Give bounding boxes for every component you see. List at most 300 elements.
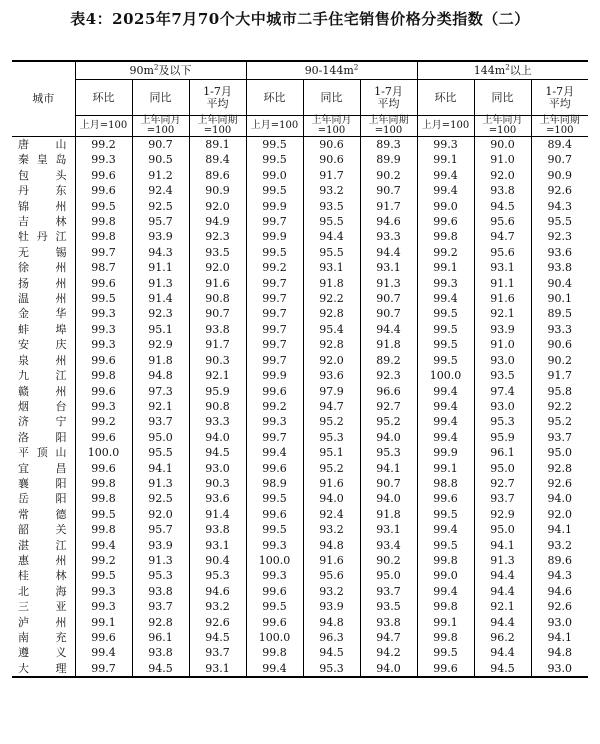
index-value: 99.6 [417, 491, 474, 506]
index-value: 93.5 [474, 368, 531, 383]
index-value: 93.6 [531, 245, 588, 260]
index-value: 99.3 [75, 584, 132, 599]
index-value: 99.5 [246, 491, 303, 506]
index-value: 95.5 [531, 214, 588, 229]
index-value: 99.1 [417, 461, 474, 476]
index-value: 99.5 [417, 645, 474, 660]
city-name: 遵义 [18, 646, 67, 660]
index-value: 94.1 [531, 522, 588, 537]
index-value: 93.1 [360, 260, 417, 275]
sub-header: 1-7月平均 [360, 80, 417, 116]
city-name: 徐州 [18, 261, 67, 275]
index-value: 90.4 [189, 553, 246, 568]
index-value: 94.1 [474, 538, 531, 553]
index-value: 94.4 [474, 584, 531, 599]
index-value: 99.7 [246, 276, 303, 291]
city-name: 岳阳 [18, 492, 67, 506]
group-header: $90m^2$及以下 [75, 61, 246, 80]
index-value: 92.2 [531, 399, 588, 414]
index-value: 99.4 [417, 168, 474, 183]
index-value: 99.5 [417, 322, 474, 337]
index-value: 93.2 [303, 584, 360, 599]
index-value: 90.2 [531, 353, 588, 368]
table-row [12, 615, 588, 630]
index-value: 90.6 [531, 337, 588, 352]
index-value: 91.6 [474, 291, 531, 306]
index-value: 93.8 [189, 322, 246, 337]
index-value: 90.3 [189, 353, 246, 368]
index-value: 95.0 [132, 430, 189, 445]
index-value: 95.6 [474, 214, 531, 229]
index-value: 94.9 [189, 214, 246, 229]
index-value: 99.1 [417, 615, 474, 630]
index-value: 96.1 [474, 445, 531, 460]
index-value: 99.1 [417, 152, 474, 167]
city-name: 泸州 [18, 615, 67, 629]
index-value: 94.1 [531, 630, 588, 645]
index-value: 91.1 [474, 276, 531, 291]
index-value: 94.0 [303, 491, 360, 506]
index-value: 99.8 [417, 229, 474, 244]
index-value: 99.8 [75, 476, 132, 491]
index-value: 93.8 [360, 615, 417, 630]
index-value: 92.5 [132, 491, 189, 506]
index-value: 99.4 [417, 430, 474, 445]
index-value: 89.3 [360, 137, 417, 153]
index-value: 99.2 [246, 260, 303, 275]
city-name: 丹东 [18, 184, 67, 198]
index-value: 90.4 [531, 276, 588, 291]
index-value: 94.8 [531, 645, 588, 660]
index-value: 99.3 [417, 276, 474, 291]
index-value: 99.3 [246, 568, 303, 583]
base-header: 上月=100 [417, 116, 474, 137]
index-value: 95.2 [360, 414, 417, 429]
city-name: 泉州 [18, 353, 67, 367]
index-value: 99.4 [417, 183, 474, 198]
index-value: 94.1 [132, 461, 189, 476]
index-value: 99.6 [246, 615, 303, 630]
index-value: 99.3 [246, 414, 303, 429]
table-row [12, 229, 588, 244]
index-value: 94.0 [360, 491, 417, 506]
index-value: 90.7 [360, 291, 417, 306]
index-value: 99.4 [417, 399, 474, 414]
city-name: 九江 [18, 369, 67, 383]
city-name: 桂林 [18, 569, 67, 583]
superscript: 2 [505, 62, 510, 71]
index-value: 89.4 [531, 137, 588, 153]
index-value: 90.9 [189, 183, 246, 198]
index-value: 96.3 [303, 630, 360, 645]
index-value: 99.6 [246, 584, 303, 599]
index-value: 94.6 [531, 584, 588, 599]
index-value: 99.7 [246, 337, 303, 352]
index-value: 99.6 [75, 276, 132, 291]
index-value: 93.1 [189, 661, 246, 677]
index-value: 92.9 [474, 507, 531, 522]
index-value: 99.5 [417, 538, 474, 553]
index-value: 94.4 [360, 245, 417, 260]
city-name: 无锡 [18, 245, 67, 259]
index-value: 99.4 [417, 584, 474, 599]
index-value: 92.4 [132, 183, 189, 198]
index-value: 91.3 [474, 553, 531, 568]
index-value: 99.8 [417, 630, 474, 645]
sub-header: 环比 [246, 80, 303, 116]
index-value: 94.7 [474, 229, 531, 244]
index-value: 100.0 [75, 445, 132, 460]
index-value: 95.2 [303, 461, 360, 476]
index-value: 96.6 [360, 384, 417, 399]
index-value: 99.6 [246, 384, 303, 399]
city-name: 平顶山 [18, 446, 67, 460]
index-value: 99.4 [75, 645, 132, 660]
index-value: 94.3 [531, 568, 588, 583]
table-row [12, 368, 588, 383]
index-value: 99.9 [246, 199, 303, 214]
index-value: 99.2 [75, 137, 132, 153]
index-value: 99.7 [246, 214, 303, 229]
index-value: 99.5 [75, 568, 132, 583]
index-value: 92.8 [303, 337, 360, 352]
page-title: 表4：2025年7月70个大中城市二手住宅销售价格分类指数（二） [70, 10, 530, 28]
city-name: 北海 [18, 584, 67, 598]
index-value: 93.9 [474, 322, 531, 337]
index-value: 89.5 [531, 306, 588, 321]
index-value: 99.8 [75, 229, 132, 244]
index-value: 92.1 [474, 306, 531, 321]
index-value: 93.2 [189, 599, 246, 614]
table-row [12, 291, 588, 306]
index-value: 92.6 [189, 615, 246, 630]
index-value: 90.8 [189, 399, 246, 414]
index-value: 91.8 [303, 276, 360, 291]
index-value: 91.6 [303, 476, 360, 491]
index-value: 99.5 [246, 183, 303, 198]
index-value: 99.6 [75, 353, 132, 368]
index-value: 93.1 [189, 538, 246, 553]
index-value: 96.2 [474, 630, 531, 645]
table-header [12, 61, 588, 137]
index-value: 93.5 [303, 199, 360, 214]
index-value: 99.1 [417, 260, 474, 275]
index-value: 95.3 [360, 445, 417, 460]
index-value: 91.4 [132, 291, 189, 306]
city-name: 蚌埠 [18, 322, 67, 336]
index-value: 99.3 [75, 306, 132, 321]
index-value: 94.8 [303, 615, 360, 630]
city-name: 惠州 [18, 553, 67, 567]
index-value: 95.4 [303, 322, 360, 337]
index-value: 95.9 [474, 430, 531, 445]
index-value: 93.7 [360, 584, 417, 599]
index-value: 95.6 [474, 245, 531, 260]
index-value: 94.0 [189, 430, 246, 445]
base-header: 上年同期=100 [360, 116, 417, 137]
index-value: 98.9 [246, 476, 303, 491]
index-value: 91.8 [360, 337, 417, 352]
table-row [12, 183, 588, 198]
index-value: 93.0 [531, 661, 588, 677]
index-value: 91.6 [303, 553, 360, 568]
index-value: 99.0 [417, 199, 474, 214]
index-value: 89.6 [531, 553, 588, 568]
index-value: 91.0 [474, 152, 531, 167]
index-value: 92.8 [303, 306, 360, 321]
city-name: 牡丹江 [18, 230, 67, 244]
index-value: 93.2 [303, 183, 360, 198]
index-value: 92.9 [132, 337, 189, 352]
price-index-table [12, 60, 588, 678]
index-value: 92.6 [531, 599, 588, 614]
index-value: 91.7 [531, 368, 588, 383]
city-name: 吉林 [18, 215, 67, 229]
index-value: 93.3 [189, 414, 246, 429]
base-header: 上年同期=100 [189, 116, 246, 137]
base-header: 上年同期=100 [531, 116, 588, 137]
group-header: $90-144m^2$ [246, 61, 417, 80]
city-name: 扬州 [18, 276, 67, 290]
index-value: 91.6 [189, 276, 246, 291]
index-value: 95.5 [303, 245, 360, 260]
index-value: 95.0 [360, 568, 417, 583]
index-value: 94.5 [132, 661, 189, 677]
index-value: 91.3 [132, 553, 189, 568]
base-header: 上年同月=100 [132, 116, 189, 137]
index-value: 92.7 [474, 476, 531, 491]
base-header: 上年同月=100 [303, 116, 360, 137]
city-name: 包头 [18, 168, 67, 182]
index-value: 99.5 [246, 152, 303, 167]
index-value: 90.6 [303, 137, 360, 153]
table-row [12, 245, 588, 260]
index-value: 93.9 [303, 599, 360, 614]
index-value: 99.7 [246, 322, 303, 337]
index-value: 92.6 [531, 183, 588, 198]
index-value: 90.7 [360, 306, 417, 321]
index-value: 99.5 [417, 306, 474, 321]
city-name: 赣州 [18, 384, 67, 398]
group-header: $144m^2$以上 [417, 61, 588, 80]
index-value: 97.4 [474, 384, 531, 399]
index-value: 95.8 [531, 384, 588, 399]
index-value: 90.7 [360, 183, 417, 198]
index-value: 99.2 [417, 245, 474, 260]
index-value: 90.8 [189, 291, 246, 306]
index-value: 94.5 [474, 199, 531, 214]
table-row [12, 522, 588, 537]
index-value: 99.2 [75, 414, 132, 429]
index-value: 99.2 [246, 399, 303, 414]
index-value: 93.0 [474, 353, 531, 368]
city-name: 洛阳 [18, 430, 67, 444]
city-name: 锦州 [18, 199, 67, 213]
index-value: 99.6 [75, 183, 132, 198]
city-name: 烟台 [18, 399, 67, 413]
index-value: 93.1 [474, 260, 531, 275]
index-value: 99.0 [246, 168, 303, 183]
index-value: 90.0 [474, 137, 531, 153]
index-value: 93.0 [189, 461, 246, 476]
index-value: 99.6 [75, 430, 132, 445]
table-row [12, 168, 588, 183]
index-value: 99.3 [75, 599, 132, 614]
table-row [12, 337, 588, 352]
table-row [12, 630, 588, 645]
index-value: 90.2 [360, 553, 417, 568]
index-value: 94.7 [360, 630, 417, 645]
table-row [12, 384, 588, 399]
table-row [12, 445, 588, 460]
index-value: 99.4 [417, 414, 474, 429]
table-row [12, 553, 588, 568]
index-value: 90.1 [531, 291, 588, 306]
index-value: 99.2 [75, 553, 132, 568]
index-value: 95.0 [474, 461, 531, 476]
table-row [12, 661, 588, 677]
table-row [12, 322, 588, 337]
index-value: 94.8 [132, 368, 189, 383]
index-value: 99.7 [75, 245, 132, 260]
table-row [12, 461, 588, 476]
index-value: 91.7 [360, 199, 417, 214]
index-value: 93.7 [474, 491, 531, 506]
index-value: 99.6 [75, 384, 132, 399]
index-value: 91.7 [303, 168, 360, 183]
index-value: 92.3 [360, 368, 417, 383]
index-value: 92.0 [303, 353, 360, 368]
index-value: 93.1 [360, 522, 417, 537]
city-name: 唐山 [18, 138, 67, 151]
index-value: 99.4 [75, 538, 132, 553]
index-value: 94.0 [531, 491, 588, 506]
index-value: 94.1 [360, 461, 417, 476]
index-value: 93.1 [303, 260, 360, 275]
table-row [12, 584, 588, 599]
index-value: 93.2 [531, 538, 588, 553]
index-value: 99.3 [75, 152, 132, 167]
index-value: 91.3 [132, 476, 189, 491]
index-value: 99.5 [417, 353, 474, 368]
sub-header: 环比 [417, 80, 474, 116]
index-value: 95.3 [303, 430, 360, 445]
index-value: 94.4 [360, 322, 417, 337]
index-value: 94.4 [474, 645, 531, 660]
index-value: 92.3 [132, 306, 189, 321]
city-name: 南充 [18, 631, 67, 644]
index-value: 99.5 [246, 599, 303, 614]
index-value: 94.2 [360, 645, 417, 660]
index-value: 99.8 [75, 522, 132, 537]
index-value: 95.3 [303, 661, 360, 677]
index-value: 94.5 [189, 445, 246, 460]
index-value: 93.7 [132, 414, 189, 429]
index-value: 99.9 [246, 229, 303, 244]
index-value: 93.8 [531, 260, 588, 275]
index-value: 91.2 [132, 168, 189, 183]
sub-header: 同比 [474, 80, 531, 116]
table-row [12, 214, 588, 229]
table-row [12, 306, 588, 321]
table-row [12, 599, 588, 614]
index-value: 99.5 [246, 137, 303, 153]
base-header: 上月=100 [246, 116, 303, 137]
index-value: 91.3 [360, 276, 417, 291]
index-value: 93.3 [360, 229, 417, 244]
index-value: 91.8 [132, 353, 189, 368]
index-value: 99.6 [75, 461, 132, 476]
index-value: 100.0 [246, 630, 303, 645]
index-value: 89.4 [189, 152, 246, 167]
superscript: 2 [353, 62, 359, 71]
index-value: 98.7 [75, 260, 132, 275]
base-header: 上月=100 [75, 116, 132, 137]
index-value: 91.4 [189, 507, 246, 522]
index-value: 99.8 [75, 491, 132, 506]
index-value: 95.0 [531, 445, 588, 460]
index-value: 94.6 [189, 584, 246, 599]
city-name: 宜昌 [18, 461, 67, 475]
index-value: 92.0 [474, 168, 531, 183]
index-value: 95.1 [303, 445, 360, 460]
index-value: 89.2 [360, 353, 417, 368]
index-value: 94.7 [303, 399, 360, 414]
index-value: 92.1 [474, 599, 531, 614]
table-row [12, 538, 588, 553]
index-value: 99.7 [246, 430, 303, 445]
table-row [12, 199, 588, 214]
index-value: 99.5 [417, 507, 474, 522]
index-value: 94.3 [531, 199, 588, 214]
index-value: 90.3 [189, 476, 246, 491]
table-row [12, 430, 588, 445]
index-value: 95.7 [132, 522, 189, 537]
index-value: 92.1 [132, 399, 189, 414]
city-name: 金华 [18, 307, 67, 321]
index-value: 92.2 [303, 291, 360, 306]
index-value: 92.1 [189, 368, 246, 383]
city-name: 秦皇岛 [18, 153, 67, 167]
index-value: 93.6 [303, 368, 360, 383]
index-value: 99.3 [417, 137, 474, 153]
sub-header: 1-7月平均 [531, 80, 588, 116]
index-value: 99.7 [246, 353, 303, 368]
index-value: 96.1 [132, 630, 189, 645]
index-value: 93.0 [531, 615, 588, 630]
city-name: 三亚 [18, 600, 67, 614]
index-value: 94.8 [303, 538, 360, 553]
index-value: 99.6 [417, 661, 474, 677]
index-value: 95.2 [531, 414, 588, 429]
index-value: 95.3 [474, 414, 531, 429]
index-value: 99.6 [75, 630, 132, 645]
index-value: 93.8 [474, 183, 531, 198]
index-value: 93.9 [132, 538, 189, 553]
index-value: 94.5 [303, 645, 360, 660]
index-value: 92.8 [132, 615, 189, 630]
index-value: 93.8 [189, 522, 246, 537]
index-value: 91.0 [474, 337, 531, 352]
sub-header: 同比 [303, 80, 360, 116]
index-value: 95.5 [132, 445, 189, 460]
index-value: 95.1 [132, 322, 189, 337]
index-value: 99.3 [75, 399, 132, 414]
city-name: 常德 [18, 507, 67, 521]
sub-header: 1-7月平均 [189, 80, 246, 116]
index-value: 92.3 [531, 229, 588, 244]
index-value: 99.0 [417, 568, 474, 583]
